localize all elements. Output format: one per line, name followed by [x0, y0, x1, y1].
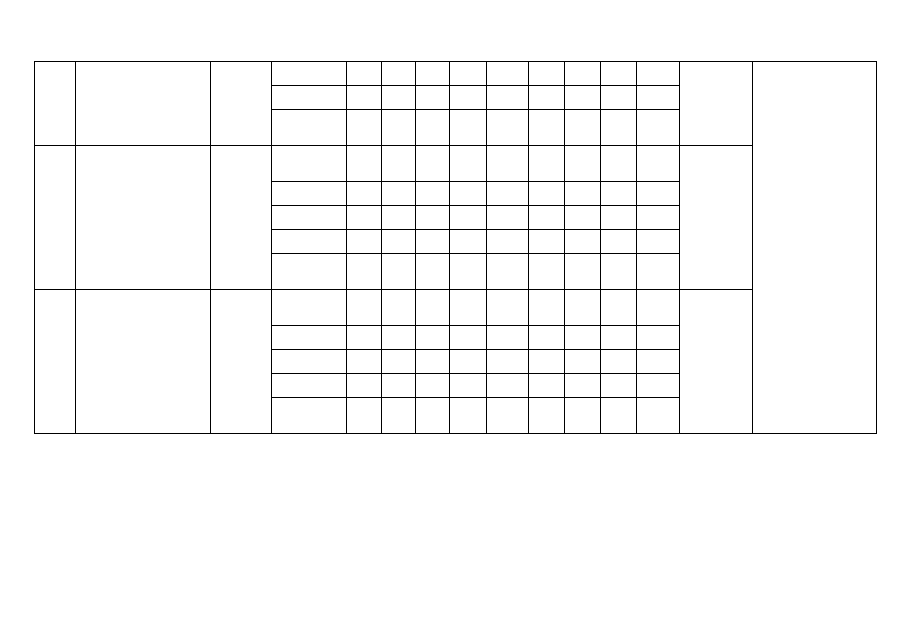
value-cell: [486, 206, 528, 230]
value-cell: [637, 62, 679, 86]
program-table: [34, 61, 877, 434]
value-cell: [600, 398, 636, 434]
value-cell: [416, 374, 450, 398]
value-cell: [450, 182, 486, 206]
value-cell: [416, 206, 450, 230]
value-cell: [637, 86, 679, 110]
item-name-cell: [76, 62, 210, 146]
value-cell: [416, 398, 450, 434]
executor-cell: [679, 290, 752, 434]
value-cell: [381, 62, 415, 86]
value-cell: [600, 254, 636, 290]
value-cell: [486, 230, 528, 254]
value-cell: [450, 290, 486, 326]
value-cell: [450, 374, 486, 398]
value-cell: [637, 206, 679, 230]
value-cell: [381, 398, 415, 434]
value-cell: [600, 350, 636, 374]
value-cell: [564, 230, 600, 254]
value-cell: [637, 182, 679, 206]
value-cell: [416, 110, 450, 146]
value-cell: [486, 62, 528, 86]
value-cell: [416, 254, 450, 290]
value-cell: [381, 86, 415, 110]
funding-source-cell: [271, 374, 347, 398]
value-cell: [450, 254, 486, 290]
funding-source-cell: [271, 290, 347, 326]
value-cell: [381, 110, 415, 146]
item-code-cell: [35, 146, 76, 290]
value-cell: [600, 146, 636, 182]
value-cell: [416, 350, 450, 374]
item-date-cell: [210, 290, 271, 434]
item-name-cell: [76, 146, 210, 290]
value-cell: [450, 86, 486, 110]
value-cell: [564, 398, 600, 434]
value-cell: [450, 350, 486, 374]
value-cell: [381, 326, 415, 350]
value-cell: [600, 62, 636, 86]
value-cell: [450, 62, 486, 86]
value-cell: [564, 350, 600, 374]
value-cell: [381, 230, 415, 254]
value-cell: [637, 326, 679, 350]
value-cell: [486, 326, 528, 350]
value-cell: [529, 206, 564, 230]
funding-source-cell: [271, 326, 347, 350]
value-cell: [416, 182, 450, 206]
value-cell: [486, 146, 528, 182]
item-date-cell: [210, 146, 271, 290]
item-code-cell: [35, 290, 76, 434]
value-cell: [381, 350, 415, 374]
value-cell: [416, 146, 450, 182]
value-cell: [564, 182, 600, 206]
value-cell: [347, 374, 381, 398]
value-cell: [529, 182, 564, 206]
value-cell: [564, 206, 600, 230]
value-cell: [564, 254, 600, 290]
value-cell: [450, 110, 486, 146]
value-cell: [600, 374, 636, 398]
value-cell: [637, 230, 679, 254]
value-cell: [600, 110, 636, 146]
value-cell: [564, 374, 600, 398]
value-cell: [486, 398, 528, 434]
value-cell: [347, 254, 381, 290]
value-cell: [529, 110, 564, 146]
value-cell: [347, 398, 381, 434]
value-cell: [637, 254, 679, 290]
funding-source-cell: [271, 206, 347, 230]
table-row: [35, 146, 877, 182]
table-row: [35, 290, 877, 326]
executor-cell: [679, 146, 752, 290]
value-cell: [529, 290, 564, 326]
value-cell: [347, 350, 381, 374]
value-cell: [529, 230, 564, 254]
value-cell: [486, 350, 528, 374]
value-cell: [529, 374, 564, 398]
value-cell: [529, 62, 564, 86]
value-cell: [529, 86, 564, 110]
value-cell: [347, 182, 381, 206]
note-cell-empty: [752, 62, 876, 434]
value-cell: [637, 290, 679, 326]
value-cell: [600, 230, 636, 254]
value-cell: [347, 62, 381, 86]
value-cell: [486, 374, 528, 398]
value-cell: [486, 290, 528, 326]
value-cell: [486, 110, 528, 146]
funding-source-cell: [271, 182, 347, 206]
value-cell: [637, 398, 679, 434]
value-cell: [347, 230, 381, 254]
table-row: [35, 62, 877, 86]
value-cell: [416, 326, 450, 350]
funding-source-cell: [271, 398, 347, 434]
value-cell: [529, 146, 564, 182]
value-cell: [450, 146, 486, 182]
value-cell: [529, 254, 564, 290]
funding-source-cell: [271, 254, 347, 290]
value-cell: [416, 62, 450, 86]
value-cell: [637, 146, 679, 182]
item-date-cell: [210, 62, 271, 146]
value-cell: [486, 254, 528, 290]
value-cell: [347, 110, 381, 146]
value-cell: [529, 350, 564, 374]
value-cell: [637, 350, 679, 374]
value-cell: [416, 86, 450, 110]
item-code-cell: [35, 62, 76, 146]
value-cell: [381, 374, 415, 398]
value-cell: [564, 86, 600, 110]
funding-source-cell: [271, 230, 347, 254]
value-cell: [416, 230, 450, 254]
value-cell: [450, 326, 486, 350]
value-cell: [486, 182, 528, 206]
funding-source-cell: [271, 350, 347, 374]
value-cell: [347, 290, 381, 326]
value-cell: [600, 206, 636, 230]
value-cell: [600, 326, 636, 350]
executor-cell: [679, 62, 752, 146]
value-cell: [347, 326, 381, 350]
value-cell: [450, 398, 486, 434]
value-cell: [381, 146, 415, 182]
value-cell: [486, 86, 528, 110]
value-cell: [450, 230, 486, 254]
value-cell: [381, 254, 415, 290]
value-cell: [600, 182, 636, 206]
value-cell: [564, 110, 600, 146]
value-cell: [381, 290, 415, 326]
value-cell: [564, 326, 600, 350]
funding-source-cell: [271, 110, 347, 146]
value-cell: [347, 146, 381, 182]
value-cell: [600, 290, 636, 326]
value-cell: [347, 86, 381, 110]
value-cell: [381, 182, 415, 206]
value-cell: [600, 86, 636, 110]
value-cell: [529, 326, 564, 350]
funding-source-cell: [271, 86, 347, 110]
value-cell: [381, 206, 415, 230]
value-cell: [529, 398, 564, 434]
value-cell: [416, 290, 450, 326]
value-cell: [450, 206, 486, 230]
value-cell: [564, 62, 600, 86]
item-name-cell: [76, 290, 210, 434]
value-cell: [637, 110, 679, 146]
funding-source-cell: [271, 62, 347, 86]
value-cell: [347, 206, 381, 230]
value-cell: [564, 290, 600, 326]
value-cell: [564, 146, 600, 182]
value-cell: [637, 374, 679, 398]
funding-source-cell: [271, 146, 347, 182]
